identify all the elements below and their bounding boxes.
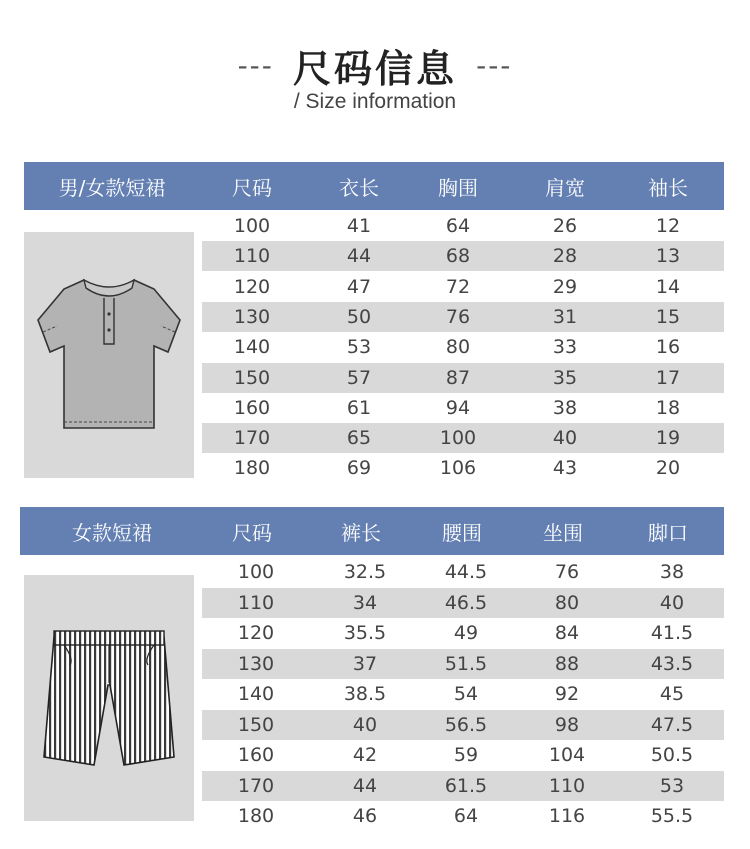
table2-col-hip: 坐围 [543, 520, 583, 545]
table1-cell: 29 [552, 275, 578, 298]
table1-cell: 130 [233, 305, 271, 328]
table2-cell: 110 [548, 774, 586, 797]
table1-cell: 57 [346, 366, 372, 389]
table1-col-length: 衣长 [339, 175, 379, 200]
table1-row [202, 241, 724, 271]
table2-col-waist: 腰围 [442, 520, 482, 545]
table1-cell: 17 [655, 366, 681, 389]
table2-row [202, 588, 724, 618]
table1-cell: 28 [552, 245, 578, 268]
table1-row [202, 272, 724, 302]
table2-cell: 104 [548, 744, 586, 766]
table2-cell: 32.5 [343, 561, 387, 583]
table2-header [20, 507, 724, 555]
table1-cell: 120 [233, 275, 271, 298]
page-subtitle: / Size information [293, 90, 457, 113]
table2-col-size: 尺码 [232, 520, 272, 545]
table2-cell: 35.5 [343, 622, 387, 644]
table1-cell: 12 [655, 215, 681, 237]
table2-cell: 59 [453, 744, 479, 766]
table2-cell: 38 [659, 561, 685, 583]
table2-cell: 64 [453, 805, 479, 827]
table1-cell: 150 [233, 366, 271, 389]
table1-cell: 61 [346, 396, 372, 419]
table2-row [202, 801, 724, 831]
table2-col-hem: 脚口 [648, 520, 688, 545]
table2-cell: 46.5 [444, 591, 488, 614]
table1-cell: 33 [552, 336, 578, 359]
table2-image [24, 575, 194, 821]
table1-cell: 40 [552, 427, 578, 450]
table1-cell: 50 [346, 305, 372, 328]
table1-cell: 65 [346, 427, 372, 450]
table1-cell: 72 [445, 275, 471, 298]
table1-cell: 110 [233, 245, 271, 268]
table1-row [202, 453, 724, 483]
table2-cell: 51.5 [444, 652, 488, 675]
table1-row [202, 302, 724, 332]
table1-cell: 160 [233, 396, 271, 419]
table2-cell: 42 [352, 744, 378, 766]
table1-col-sleeve: 袖长 [648, 175, 688, 200]
table2-row [202, 679, 724, 709]
table2-row [202, 649, 724, 679]
table1-cell: 13 [655, 245, 681, 268]
table2-cell: 54 [453, 683, 479, 705]
table2-cell: 47.5 [650, 713, 694, 736]
polo-shirt-icon [24, 232, 194, 478]
table1-cell: 47 [346, 275, 372, 298]
table1-cell: 43 [552, 457, 578, 480]
table1-cell: 53 [346, 336, 372, 359]
table2-cell: 150 [237, 713, 275, 736]
table1-cell: 170 [233, 427, 271, 450]
table2-row [202, 771, 724, 801]
table2-row [202, 618, 724, 648]
table2-cell: 116 [548, 805, 586, 827]
table2-cell: 50.5 [650, 744, 694, 766]
table2-cell: 76 [554, 561, 580, 583]
table1-cell: 69 [346, 457, 372, 480]
title-row [0, 38, 750, 93]
table1-row [202, 211, 724, 241]
table1-cell: 94 [445, 396, 471, 419]
table1-cell: 180 [233, 457, 271, 480]
table2-cell: 110 [237, 591, 275, 614]
table2-col-length: 裤长 [341, 520, 381, 545]
table2-cell: 140 [237, 683, 275, 705]
table1-cell: 44 [346, 245, 372, 268]
table2-cell: 100 [237, 561, 275, 583]
table1-cell: 87 [445, 366, 471, 389]
table1-cell: 68 [445, 245, 471, 268]
page-title: 尺码信息 [292, 47, 457, 91]
table2-cell: 80 [554, 591, 580, 614]
table1-cell: 35 [552, 366, 578, 389]
table1-row [202, 393, 724, 423]
table1-cell: 100 [439, 427, 477, 450]
table2-cell: 88 [554, 652, 580, 675]
table1-cell: 41 [346, 215, 372, 237]
table1-cell: 76 [445, 305, 471, 328]
table2-cell: 55.5 [650, 805, 694, 827]
table1-cell: 38 [552, 396, 578, 419]
table2-cell: 53 [659, 774, 685, 797]
table1-cell: 20 [655, 457, 681, 480]
table1-cell: 100 [233, 215, 271, 237]
table2-cell: 44.5 [444, 561, 488, 583]
table1-cell: 106 [439, 457, 477, 480]
table1-row [202, 423, 724, 453]
table2-cell: 46 [352, 805, 378, 827]
table2-cell: 49 [453, 622, 479, 644]
table1-cell: 31 [552, 305, 578, 328]
table2-cell: 40 [659, 591, 685, 614]
table2-cell: 120 [237, 622, 275, 644]
table2-cell: 56.5 [444, 713, 488, 736]
table2-cell: 45 [659, 683, 685, 705]
table1-col-chest: 胸围 [438, 175, 478, 200]
table1-row [202, 332, 724, 362]
table2-cell: 160 [237, 744, 275, 766]
table2-cell: 98 [554, 713, 580, 736]
table1-cell: 19 [655, 427, 681, 450]
title-dash-right: --- [476, 49, 513, 82]
table1-cell: 15 [655, 305, 681, 328]
table1-cell: 16 [655, 336, 681, 359]
table1-cell: 18 [655, 396, 681, 419]
table2-cell: 43.5 [650, 652, 694, 675]
table1-cell: 14 [655, 275, 681, 298]
table2-cell: 37 [352, 652, 378, 675]
table1-col-size: 尺码 [232, 175, 272, 200]
table2-cell: 180 [237, 805, 275, 827]
table1-header [24, 162, 724, 210]
table2-col-product: 女款短裙 [72, 520, 152, 545]
table1-col-shoulder: 肩宽 [545, 175, 585, 200]
title-dash-left: --- [237, 49, 274, 82]
table2-cell: 92 [554, 683, 580, 705]
table2-cell: 170 [237, 774, 275, 797]
table1-cell: 26 [552, 215, 578, 237]
table2-cell: 44 [352, 774, 378, 797]
table2-cell: 38.5 [343, 683, 387, 705]
table2-cell: 130 [237, 652, 275, 675]
table2-cell: 40 [352, 713, 378, 736]
table2-cell: 41.5 [650, 622, 694, 644]
table2-row [202, 557, 724, 587]
striped-shorts-icon [24, 575, 194, 821]
table1-cell: 64 [445, 215, 471, 237]
table1-image [24, 232, 194, 478]
table1-cell: 140 [233, 336, 271, 359]
table2-row [202, 710, 724, 740]
table1-col-product: 男/女款短裙 [58, 175, 166, 200]
table2-cell: 34 [352, 591, 378, 614]
table1-cell: 80 [445, 336, 471, 359]
table1-row [202, 363, 724, 393]
table2-row [202, 740, 724, 770]
table2-cell: 61.5 [444, 774, 488, 797]
table2-cell: 84 [554, 622, 580, 644]
